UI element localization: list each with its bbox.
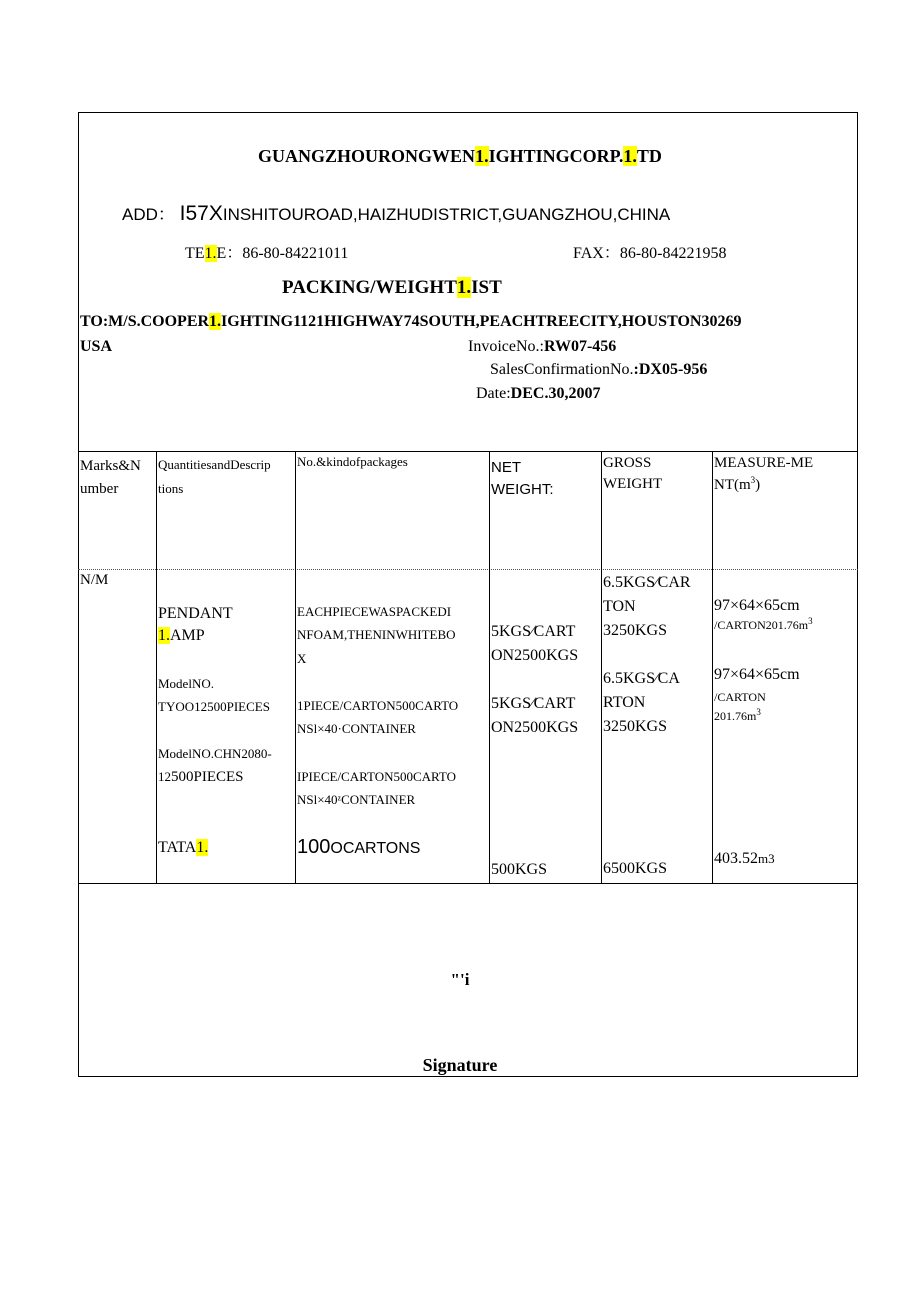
invoice-number: InvoiceNo.:RW07-456 <box>468 338 617 355</box>
col-header-packages: No.&kindofpackages <box>297 454 408 469</box>
sales-confirmation-number: SalesConfirmationNo.:DX05-956 <box>490 361 708 378</box>
product-name: PENDANT 1.AMP <box>158 605 233 644</box>
company-name: GUANGZHOURONGWEN1.IGHTINGCORP.1.TD <box>258 146 662 166</box>
total-cartons: 100OCARTONS <box>297 836 421 858</box>
table-bottom-divider <box>78 883 858 884</box>
net-weight-total: 500KGS <box>491 861 548 878</box>
col-divider-1 <box>156 451 157 883</box>
model-2: ModelNO.CHN2080- 12500PIECES <box>158 746 272 786</box>
col-header-quantities: QuantitiesandDescrip tions <box>158 457 271 497</box>
company-address: ADD： I57XINSHITOUROAD,HAIZHUDISTRICT,GUANGZHOU,CHINA <box>122 202 671 225</box>
net-weight-1: 5KGS⁄CART ON2500KGS <box>491 623 579 664</box>
packing-description: EACHPIECEWASPACKEDI NFOAM,THENINWHITEBO X <box>297 604 456 666</box>
gross-weight-1: 6.5KGS⁄CAR TON 3250KGS <box>603 574 691 639</box>
col-header-marks: Marks&N umber <box>80 458 141 498</box>
header-divider <box>78 451 858 452</box>
gross-weight-total: 6500KGS <box>603 860 668 877</box>
package-line-2: IPIECE/CARTON500CARTO NSl×40ᶻCONTAINER <box>297 769 457 807</box>
consignee: TO:M/S.COOPER1.IGHTING1121HIGHWAY74SOUTH,PEACHTREECITY,HOUSTON30269 <box>80 313 742 330</box>
measurement-1: 97×64×65cm $/CARTON201.76m^3$ <box>714 597 813 633</box>
marks-value: N/M <box>80 572 109 588</box>
signature-label: Signature <box>422 1055 498 1075</box>
table-header-divider <box>78 569 858 570</box>
telephone: TE1.E：86-80-84221011 <box>185 245 349 262</box>
document-title: PACKING/WEIGHT1.IST <box>282 277 502 298</box>
col-header-measurement: MEASURE-ME $NT(m^3)$ <box>714 455 814 493</box>
package-line-1: 1PIECE/CARTON500CARTO NSl×40·CONTAINER <box>297 698 459 736</box>
col-header-net-weight: NET WEIGHT: <box>491 459 554 498</box>
total-label: TATA1. <box>158 839 209 856</box>
measurement-total: 403.52m3 <box>714 850 775 867</box>
net-weight-2: 5KGS⁄CART ON2500KGS <box>491 695 579 736</box>
measurement-2: 97×64×65cm /CARTON $201.76m^3$ <box>714 666 800 723</box>
consignee-country: USA <box>80 338 113 355</box>
col-divider-3 <box>489 451 490 883</box>
model-1: ModelNO. TYOO12500PIECES <box>158 676 270 714</box>
document-date: Date:DEC.30,2007 <box>476 385 601 402</box>
fax: FAX：86-80-84221958 <box>573 245 727 262</box>
stamp-mark: "'i <box>450 970 470 989</box>
col-divider-5 <box>712 451 713 883</box>
col-divider-2 <box>295 451 296 883</box>
col-header-gross-weight: GROSS WEIGHT <box>603 455 663 492</box>
gross-weight-2: 6.5KGS⁄CA RTON 3250KGS <box>603 670 680 735</box>
col-divider-4 <box>601 451 602 883</box>
